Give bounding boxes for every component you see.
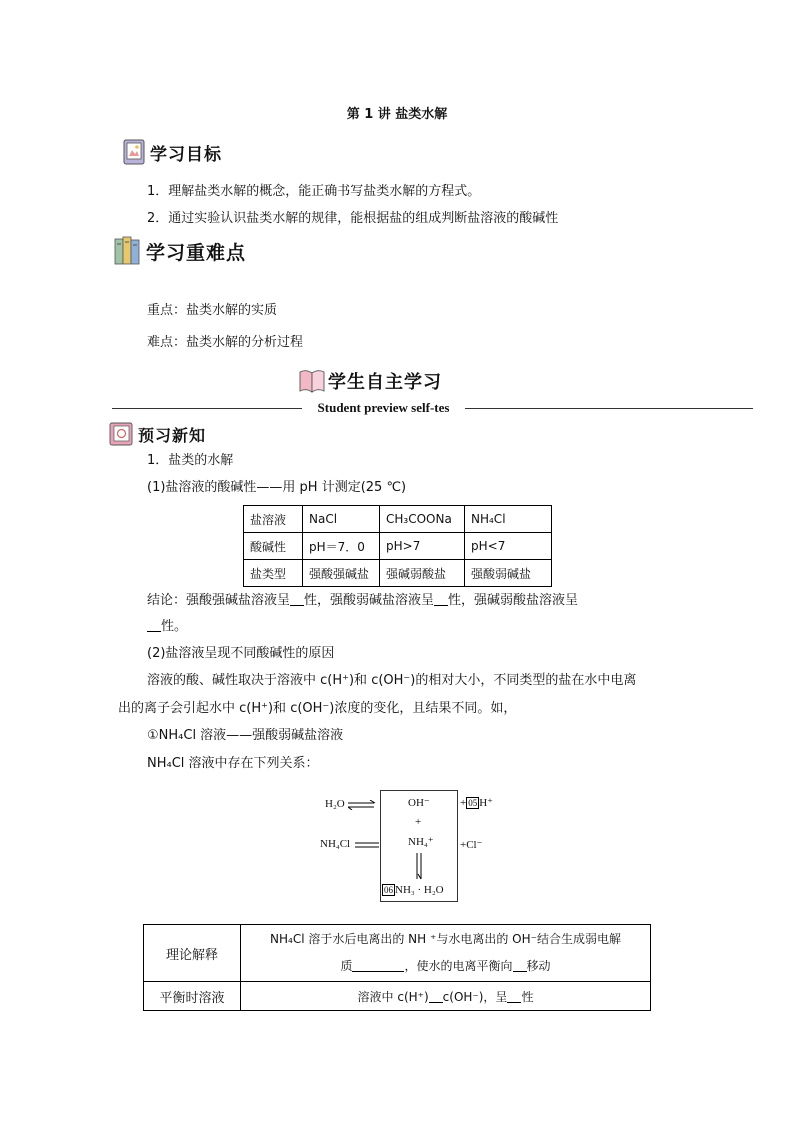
- hydrogen-ion-text: H⁺: [479, 797, 493, 809]
- explanation-text: ，使水的电离平衡向: [404, 959, 513, 973]
- objective-item-1: 1．理解盐类水解的概念，能正确书写盐类水解的方程式。: [147, 184, 481, 199]
- conclusion: [147, 592, 578, 610]
- vertical-equilibrium-arrow-icon: [414, 853, 424, 881]
- blank: [147, 631, 161, 632]
- blank-number: 05: [468, 798, 478, 808]
- key-points-header: [114, 236, 246, 266]
- objectives-heading: 学习目标: [150, 144, 222, 165]
- table-cell: NH₄Cl: [465, 506, 552, 533]
- table-row: [244, 560, 552, 587]
- table-row: [244, 506, 552, 533]
- difficulty-point: 难点：盐类水解的分析过程: [147, 335, 304, 350]
- explanation-text: 溶液中 c(H⁺): [357, 989, 429, 1004]
- self-study-header: [298, 368, 442, 394]
- table-cell: 酸碱性: [244, 533, 303, 560]
- preview-header: [108, 421, 206, 447]
- table-cell: pH<7: [465, 533, 552, 560]
- sub-2-heading: (2)盐溶液呈现不同酸碱性的原因: [147, 646, 335, 661]
- chloride-label: +Cl⁻: [460, 839, 483, 851]
- table-cell: [241, 925, 651, 982]
- divider-right: [465, 408, 753, 409]
- conclusion-end: [147, 618, 187, 636]
- table-row: [144, 982, 651, 1011]
- paragraph-line-1: 溶液的酸、碱性取决于溶液中 c(H⁺)和 c(OH⁻)的相对大小，不同类型的盐在水中电离: [147, 673, 637, 688]
- table-row: [144, 925, 651, 982]
- page-title: 第 1 讲 盐类水解: [346, 107, 448, 122]
- table-cell: 强碱弱酸盐: [380, 560, 465, 587]
- ammonium-label: NH₄⁺: [408, 836, 434, 848]
- conclusion-text: 性，强碱弱酸盐溶液呈: [448, 593, 579, 608]
- table-cell: pH＝7．0: [303, 533, 380, 560]
- ammonium-chloride-label: NH₄Cl: [320, 838, 351, 850]
- product-text: NH₃ · H₂O: [395, 884, 444, 896]
- table-cell: CH₃COONa: [380, 506, 465, 533]
- case-1: ①NH₄Cl 溶液——强酸弱碱盐溶液: [147, 728, 344, 743]
- preview-heading: 预习新知: [138, 425, 207, 445]
- table-cell: 强酸弱碱盐: [465, 560, 552, 587]
- table-cell: NaCl: [303, 506, 380, 533]
- conclusion-text: 性。: [161, 619, 188, 634]
- hydroxide-label: OH⁻: [408, 797, 430, 809]
- objectives-header: [122, 139, 222, 165]
- open-book-icon: [298, 368, 326, 394]
- plus-sign: +: [460, 797, 467, 809]
- table-cell: pH>7: [380, 533, 465, 560]
- item-1-heading: 1．盐类的水解: [147, 453, 234, 468]
- divider-left: [112, 408, 302, 409]
- explanation-line-1: NH₄Cl 溶于水后电离出的 NH ⁺与水电离出的 OH⁻结合生成弱电解: [270, 932, 621, 946]
- table-cell: 强酸强碱盐: [303, 560, 380, 587]
- plus-sign: +: [415, 816, 422, 828]
- ph-table: [243, 505, 552, 587]
- blank: [507, 1002, 521, 1003]
- table-cell: 盐溶液: [244, 506, 303, 533]
- water-label: H₂O: [325, 798, 345, 810]
- hydrogen-ion-label: [460, 796, 493, 809]
- explanation-table: [143, 924, 651, 1011]
- explanation-text: 质: [340, 959, 353, 973]
- table-cell: 理论解释: [144, 925, 241, 982]
- paragraph-line-2: 出的离子会引起水中 c(H⁺)和 c(OH⁻)浓度的变化，且结果不同。如，: [118, 701, 517, 716]
- notebook-icon: [108, 421, 134, 447]
- sub-1-heading: (1)盐溶液的酸碱性——用 pH 计测定(25 ℃): [147, 480, 407, 495]
- table-cell: 盐类型: [244, 560, 303, 587]
- blank: [513, 971, 527, 972]
- product-label: [382, 884, 444, 896]
- book-icon: [122, 139, 146, 165]
- blank: [434, 605, 448, 606]
- key-points-heading: 学习重难点: [146, 241, 247, 264]
- case-1-desc: NH₄Cl 溶液中存在下列关系：: [147, 756, 319, 771]
- self-study-subtitle: Student preview self-tes: [317, 400, 450, 415]
- blank: [429, 1002, 443, 1003]
- blank: [352, 971, 404, 972]
- table-cell: 平衡时溶液: [144, 982, 241, 1011]
- blank: [290, 605, 304, 606]
- double-line-icon: [355, 840, 379, 850]
- conclusion-text: 结论：强酸强碱盐溶液呈: [147, 593, 291, 608]
- self-study-heading: 学生自主学习: [328, 372, 442, 393]
- conclusion-text: 性，强酸弱碱盐溶液呈: [304, 593, 435, 608]
- books-icon: [114, 236, 140, 266]
- blank-number: 06: [384, 885, 393, 895]
- table-cell: [241, 982, 651, 1011]
- equilibrium-arrow-icon: [348, 800, 378, 810]
- ionization-diagram: [320, 790, 520, 905]
- objective-item-2: 2．通过实验认识盐类水解的规律，能根据盐的组成判断盐溶液的酸碱性: [147, 211, 559, 226]
- table-row: [244, 533, 552, 560]
- explanation-text: c(OH⁻)，呈: [442, 989, 508, 1004]
- explanation-text: 移动: [526, 959, 551, 973]
- explanation-text: 性: [521, 989, 534, 1004]
- explanation-line-2: [242, 953, 649, 980]
- focus-point: 重点：盐类水解的实质: [147, 303, 278, 318]
